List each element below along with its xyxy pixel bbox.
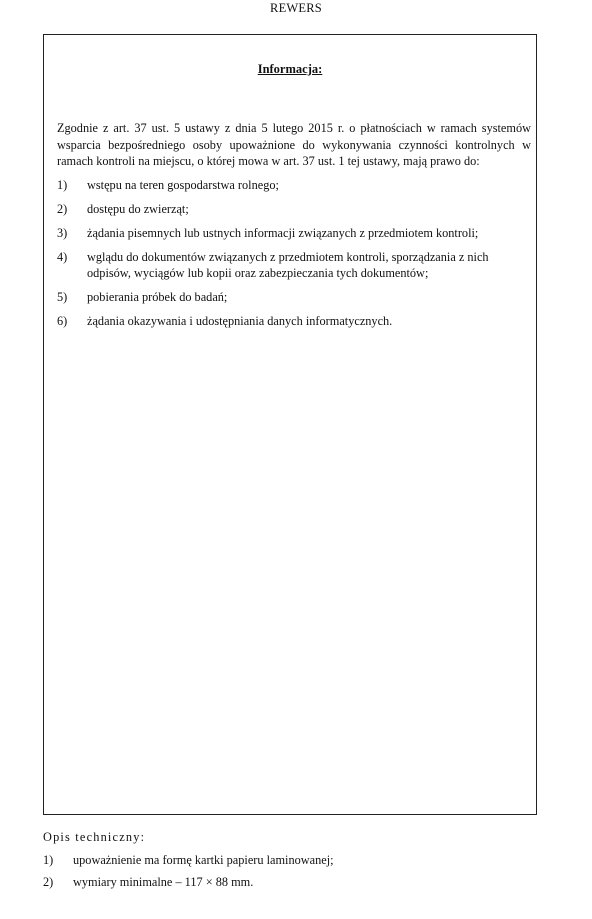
list-item: [57, 250, 531, 281]
list-item: [43, 874, 543, 890]
list-item-text: wglądu do dokumentów związanych z przedmiotem kontroli, sporządzania z nich odpisów, wyciągów lub kopii oraz zabezpieczania tych dokumentów;: [87, 250, 489, 280]
page-title: REWERS: [270, 1, 322, 15]
list-item: [57, 202, 531, 218]
list-item-number: 1): [57, 178, 68, 192]
card-heading: Informacja:: [257, 62, 323, 76]
list-item-number: 4): [57, 250, 68, 264]
technical-description-title: Opis techniczny:: [43, 830, 146, 844]
list-item: [57, 290, 531, 306]
list-item-text: żądania pisemnych lub ustnych informacji związanych z przedmiotem kontroli;: [87, 226, 479, 240]
technical-list: [43, 852, 543, 890]
list-item-text: pobierania próbek do badań;: [87, 290, 228, 304]
rights-list: [57, 178, 531, 338]
list-item-text: dostępu do zwierząt;: [87, 202, 189, 216]
list-item-text: żądania okazywania i udostępniania danych informatycznych.: [87, 314, 393, 328]
list-item-number: 6): [57, 314, 68, 328]
list-item: [57, 314, 531, 330]
list-item-number: 2): [43, 875, 54, 889]
list-item: [57, 226, 531, 242]
list-item-text: wstępu na teren gospodarstwa rolnego;: [87, 178, 279, 192]
intro-paragraph: Zgodnie z art. 37 ust. 5 ustawy z dnia 5 lutego 2015 r. o płatnościach w ramach systemów wsparcia bezpośredniego osoby upoważnione do wykonywania czynności kontrolnych w ramach kontroli na miejscu, o której mowa w art. 37 ust. 1 tej ustawy, mają prawo do:: [57, 121, 531, 168]
list-item-text: upoważnienie ma formę kartki papieru laminowanej;: [73, 853, 334, 867]
list-item-text: wymiary minimalne – 117 × 88 mm.: [73, 875, 254, 889]
information-card: [43, 34, 537, 815]
list-item: [43, 852, 543, 868]
list-item: [57, 178, 531, 194]
list-item-number: 5): [57, 290, 68, 304]
list-item-number: 1): [43, 853, 54, 867]
list-item-number: 3): [57, 226, 68, 240]
list-item-number: 2): [57, 202, 68, 216]
technical-description: [43, 829, 543, 896]
